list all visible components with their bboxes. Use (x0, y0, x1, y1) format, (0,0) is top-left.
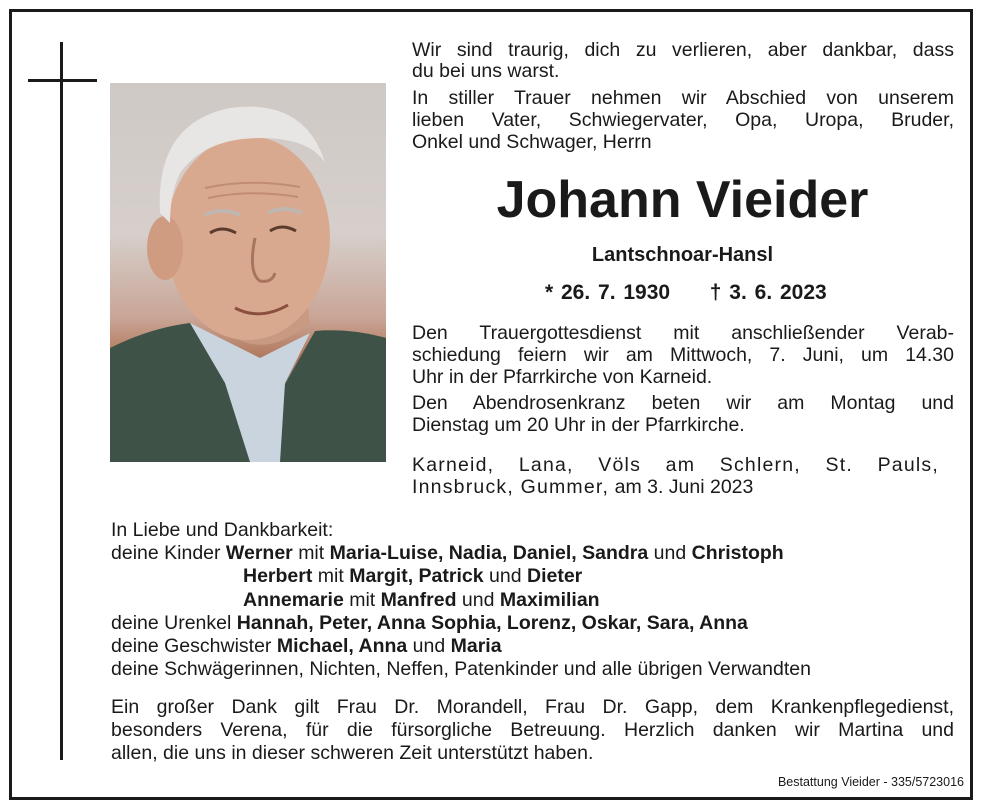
thanks-line: allen, die uns in dieser schweren Zeit unterstützt haben. (111, 742, 594, 764)
und-word: und (461, 589, 495, 611)
deceased-name: Johann Vieider (496, 171, 869, 229)
geschwister-names: Michael, Anna (276, 635, 408, 657)
portrait-photo (110, 83, 386, 462)
intro-line: In stiller Trauer nehmen wir Abschied von unserem (412, 87, 954, 109)
service-line: Uhr in der Pfarrkirche von Karneid. (412, 366, 713, 388)
death-date: † 3. 6. 2023 (709, 281, 827, 304)
place-line: Karneid, Lana, Völs am Schlern, St. Pauls, (412, 454, 939, 476)
thanks-line: Ein großer Dank gilt Frau Dr. Morandell, Frau Dr. Gapp, dem Krankenpflegedienst, (111, 696, 954, 718)
geschwister-last: Maria (450, 635, 502, 657)
portrait-illustration (110, 83, 386, 462)
thanks-line: besonders Verena, für die fürsorgliche Betreuung. Herzlich danken wir Martina und (111, 719, 954, 741)
und-word: und (653, 542, 687, 564)
place-date: am 3. Juni 2023 (614, 476, 754, 498)
intro-line: du bei uns warst. (412, 60, 560, 82)
birth-date: * 26. 7. 1930 (545, 281, 671, 304)
mourners-kinder-row (243, 590, 600, 612)
geschwister-label: deine Geschwister (111, 635, 272, 657)
deceased-nickname: Lantschnoar-Hansl (591, 244, 774, 266)
intro-line: lieben Vater, Schwiegervater, Opa, Uropa, Bruder, (412, 109, 954, 131)
kinder-last: Christoph (691, 542, 784, 564)
cross-horizontal-bar (28, 79, 97, 82)
kinder-last: Dieter (526, 565, 583, 587)
mourners-others-row: deine Schwägerinnen, Nichten, Neffen, Patenkinder und alle übrigen Verwandten (111, 658, 811, 680)
und-word: und (489, 565, 522, 587)
urenkel-label: deine Urenkel (111, 612, 232, 634)
kinder-name: Herbert (243, 565, 313, 587)
service-line: Dienstag um 20 Uhr in der Pfarrkirche. (412, 414, 745, 436)
place-names: Innsbruck, Gummer, (412, 476, 610, 498)
place-line (412, 477, 939, 499)
service-line: schiedung feiern wir am Mittwoch, 7. Juni, um 14.30 (412, 344, 954, 366)
life-dates (545, 281, 827, 305)
kinder-name: Werner (225, 542, 293, 564)
mourners-kinder-row (243, 566, 582, 588)
funeral-home-credit: Bestattung Vieider - 335/5723016 (777, 775, 964, 789)
kinder-name: Annemarie (243, 589, 344, 611)
service-line: Den Abendrosenkranz beten wir am Montag und (412, 392, 954, 414)
kinder-partners: Maria-Luise, Nadia, Daniel, Sandra (329, 542, 649, 564)
urenkel-names: Hannah, Peter, Anna Sophia, Lorenz, Oskar, Sara, Anna (236, 612, 748, 634)
kinder-partners: Margit, Patrick (349, 565, 484, 587)
kinder-partners: Manfred (380, 589, 457, 611)
mourners-heading: In Liebe und Dankbarkeit: (111, 519, 334, 541)
service-line: Den Trauergottesdienst mit anschließender Verab- (412, 322, 954, 344)
mit-word: mit (349, 589, 376, 611)
cross-vertical-bar (60, 42, 63, 760)
intro-line: Onkel und Schwager, Herrn (412, 131, 652, 153)
mourners-geschwister-row (111, 636, 502, 658)
kinder-last: Maximilian (499, 589, 600, 611)
mit-word: mit (317, 565, 344, 587)
und-word: und (412, 635, 446, 657)
mourners-kinder-row (111, 543, 784, 565)
kinder-label: deine Kinder (111, 542, 221, 564)
mit-word: mit (298, 542, 325, 564)
intro-line: Wir sind traurig, dich zu verlieren, aber dankbar, dass (412, 39, 954, 61)
mourners-urenkel-row (111, 613, 748, 635)
